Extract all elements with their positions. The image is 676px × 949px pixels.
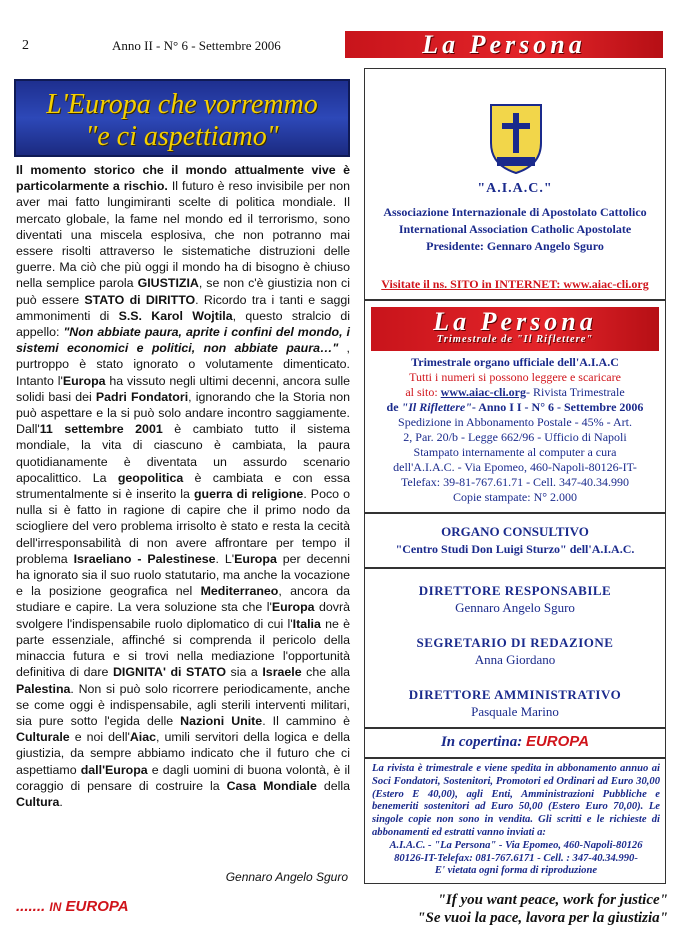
page-number: 2 <box>22 38 29 53</box>
bold-term: Israeliano - Palestinese <box>73 551 216 566</box>
article-title-line2: "e ci aspettiamo" <box>85 121 279 152</box>
text-run: sia a <box>225 665 263 680</box>
staff-name-director: Gennaro Angelo Sguro <box>455 600 575 615</box>
aiac-website-link[interactable]: Visitate il ns. SITO in INTERNET: www.aiac-cli.org <box>381 277 649 291</box>
bold-term: Cultura <box>16 794 60 809</box>
bold-term: S.S. Karol Wojtila <box>118 308 233 323</box>
aiac-english-name: International Association Catholic Apostolate <box>398 222 632 236</box>
text-run: dovrà svolgere l'indispensabile ruolo diplomatico di cui l' <box>16 600 351 631</box>
aiac-name: "A.I.A.C." <box>477 181 553 196</box>
mag-line-3 <box>365 385 665 400</box>
pope-quote: "Non abbiate paura, aprite i confini del mondo, i sistemi economici e politici, non abbiate paura…" <box>16 325 350 356</box>
bold-term: Israele <box>262 665 302 680</box>
text-run: Il futuro è reso invisibile per non aver mai fatto lungimiranti scelte di politica mondiale. Il mercato globale, la fame nel mondo ed il terrorismo, sono diventati una miscela esplosiva, che non potranno mai essere risolti attraverso le sistematiche distruzioni delle guerre. Ma ciò che più oggi il mondo ha di bisogno è chiuso nella semplice parola <box>16 179 350 291</box>
footer-in: IN <box>49 900 62 914</box>
text-run: e dagli uomini di buona volontà, è il coraggio di pensare di costruire la <box>16 762 350 793</box>
text-run: per decenni ha ignorato sia il suo ruolo statutario, ma anche la vocazione e la posizione geografica nel <box>16 551 350 599</box>
bold-term: Nazioni Unite <box>180 713 263 728</box>
mag-line-2: Tutti i numeri si possono leggere e scaricare <box>409 370 621 384</box>
footer-tagline <box>16 898 129 915</box>
text-run: "Il Riflettere" <box>401 400 472 414</box>
text-run: - Anno I I - N° 6 - Settembre 2006 <box>471 400 644 414</box>
text-run: de <box>386 400 402 414</box>
bold-term: Europa <box>234 551 277 566</box>
bold-term: Europa <box>271 600 315 615</box>
aiac-emblem-icon <box>487 99 545 175</box>
text-run: che alla <box>301 665 350 680</box>
mag-line-9: Telefax: 39-81-767.61.71 - Cell. 347-40.34.990 <box>400 475 630 489</box>
mag-line-10: Copie stampate: N° 2.000 <box>452 490 578 504</box>
aiac-italian-name: Associazione Internazionale di Apostolato Cattolico <box>383 205 647 219</box>
text-run: . <box>59 794 63 809</box>
cover-box <box>364 728 666 758</box>
subscription-text: La rivista è trimestrale e viene spedita in abbonamento annuo ai Soci Fondatori, Sostenitori, Promotori ed Ordinari ad Euro 30,00 (Estero E 40,00), agli Enti, Amministrazioni Pubbliche e benemeriti sostenitori ad Euro 50,00 (Estero Euro 70,00). Le singole copie non sono in vendita. Gli scritti e le richieste di abbonamenti ed estratti vanno inviati a: <box>372 763 660 838</box>
text-run: . Ricordo tra i tanti e saggi ammonimenti di <box>16 292 350 323</box>
cover-label: In copertina: <box>440 734 526 750</box>
text-run: . Non si può solo ricorrere periodicamente, anche se come oggi è indispensabile, agli sterili interventi militari, sia pure sotto l'egida delle <box>16 681 350 728</box>
advisory-name: "Centro Studi Don Luigi Sturzo" dell'A.I.A.C. <box>395 542 635 556</box>
bold-term: Padri Fondatori <box>95 389 189 404</box>
magazine-title: La Persona <box>433 307 597 336</box>
footer-quote-english: "If you want peace, work for justice" <box>437 892 668 908</box>
magazine-banner <box>371 307 659 351</box>
text-run: , questo stralcio di appello: <box>16 308 350 340</box>
bold-term: Palestina <box>16 681 71 696</box>
article-paragraph <box>16 162 350 810</box>
staff-role-secretary: SEGRETARIO DI REDAZIONE <box>416 635 614 650</box>
mag-line-1: Trimestrale organo ufficiale dell'A.I.A.C <box>411 355 619 369</box>
staff-name-secretary: Anna Giordano <box>474 652 556 667</box>
staff-name-admin: Pasquale Marino <box>471 704 559 719</box>
advisory-title: ORGANO CONSULTIVO <box>441 524 589 539</box>
text-run: ne è parte essenziale, affinché si comprenda il pericolo della minaccia futura e si trovi nella mediazione l'opportunità definitiva di dare <box>16 616 351 680</box>
bold-term: GIUSTIZIA <box>137 276 199 291</box>
article-author: Gennaro Angelo Sguro <box>225 870 348 884</box>
issue-info: Anno II - N° 6 - Settembre 2006 <box>112 38 281 53</box>
article-title-line1: L'Europa che vorremmo <box>46 89 318 120</box>
article-title-box <box>14 79 350 157</box>
text-run: e noi dell' <box>69 730 130 745</box>
bold-term: Italia <box>292 616 321 631</box>
mag-line-7: Stampato internamente al computer a cura <box>413 445 617 459</box>
bold-term: guerra di religione <box>193 487 304 502</box>
masthead-banner <box>345 31 663 58</box>
bold-term: geopolitica <box>117 470 184 485</box>
text-run: , ancora da studiare e capire. La vera soluzione sta che l' <box>16 584 350 615</box>
bold-term: Mediterraneo <box>200 584 279 599</box>
magazine-info-box <box>364 300 666 513</box>
text-run: , umili servitori della logica e della giustizia, da sempre abbiamo indicato che il futuro che ci aspettiamo <box>16 730 350 777</box>
staff-role-director: DIRETTORE RESPONSABILE <box>418 583 612 598</box>
subscription-text-block <box>372 763 660 878</box>
cover-caption <box>365 733 665 751</box>
subscription-notice: E' vietata ogni forma di riproduzione <box>434 865 598 877</box>
text-run: della <box>316 778 351 793</box>
footer-europa: EUROPA <box>65 898 129 915</box>
bold-term: Aiac <box>129 730 157 745</box>
footer-dots: ....... <box>16 898 46 915</box>
lead-sentence: Il momento storico che il mondo attualmente vive è particolarmente a rischio. <box>16 163 350 194</box>
mag-site-label: al sito: <box>405 385 441 399</box>
mag-site-suffix: - Rivista Trimestrale <box>525 385 625 399</box>
staff-box <box>364 568 666 728</box>
bold-term: DIGNITA' di STATO <box>112 665 226 680</box>
text-run: , se non c'è giustizia non ci può essere <box>16 276 350 307</box>
mag-line-6: 2, Par. 20/b - Legge 662/96 - Ufficio di Napoli <box>403 430 627 444</box>
bold-term: STATO di DIRITTO <box>84 292 196 307</box>
bold-term: 11 settembre 2001 <box>39 422 163 437</box>
text-run: è cambiato tutto il sistema mondiale, la vita di ciascuno è cambiata, la paura quotidianamente è diventata un assurdo scenario apocalittico. La <box>16 422 350 485</box>
mag-site-link[interactable]: www.aiac-cli.org <box>440 385 526 399</box>
text-run: , ignorando che la Storia non può aspettare e la si può solo andare incontro saggiamente. Dall' <box>16 389 350 437</box>
text-run: è cambiata e con essa strumentalmente si è inserito la <box>16 470 351 502</box>
bold-term: Europa <box>62 373 106 388</box>
text-run: ha vissuto negli ultimi decenni, ancora sulle solidi basi dei <box>16 373 350 404</box>
aiac-info-box <box>364 68 666 300</box>
bold-term: Culturale <box>16 730 70 745</box>
text-run: . Il cammino è <box>262 713 350 728</box>
aiac-president: Presidente: Gennaro Angelo Sguro <box>426 239 604 253</box>
mag-line-4 <box>365 400 665 415</box>
magazine-subtitle: Trimestrale de "Il Riflettere" <box>436 334 594 345</box>
text-run: , purtroppo è stato ignorato o volutamente dimenticato. Intanto l' <box>16 341 350 388</box>
bold-term: dall'Europa <box>80 762 148 777</box>
text-run: . Poco o nulla si è fatto in ragione di capire che il primo nodo da sciogliere del vero problema irrisolto è stato e resta la cecità dell'irresponsabilità di non avere affrontare per tempo il problema <box>16 487 350 566</box>
mag-line-8: dell'A.I.A.C. - Via Epomeo, 460-Napoli-80126-IT- <box>393 460 637 474</box>
mag-line-5: Spedizione in Abbonamento Postale - 45% - Art. <box>398 415 632 429</box>
subscription-box <box>364 758 666 884</box>
staff-role-admin: DIRETTORE AMMINISTRATIVO <box>408 687 622 702</box>
subscription-address-1: A.I.A.C. - "La Persona" - Via Epomeo, 460-Napoli-80126 <box>389 839 643 851</box>
cover-value: EUROPA <box>525 733 590 750</box>
advisory-box <box>364 513 666 568</box>
article-body <box>16 162 350 810</box>
text-run: . L' <box>215 551 235 566</box>
masthead-title: La Persona <box>422 30 586 59</box>
bold-term: Casa Mondiale <box>226 778 317 793</box>
footer-quote-italian: "Se vuoi la pace, lavora per la giustizia" <box>417 910 668 926</box>
subscription-address-2: 80126-IT-Telefax: 081-767.6171 - Cell. : 347-40.34.990- <box>394 852 638 864</box>
